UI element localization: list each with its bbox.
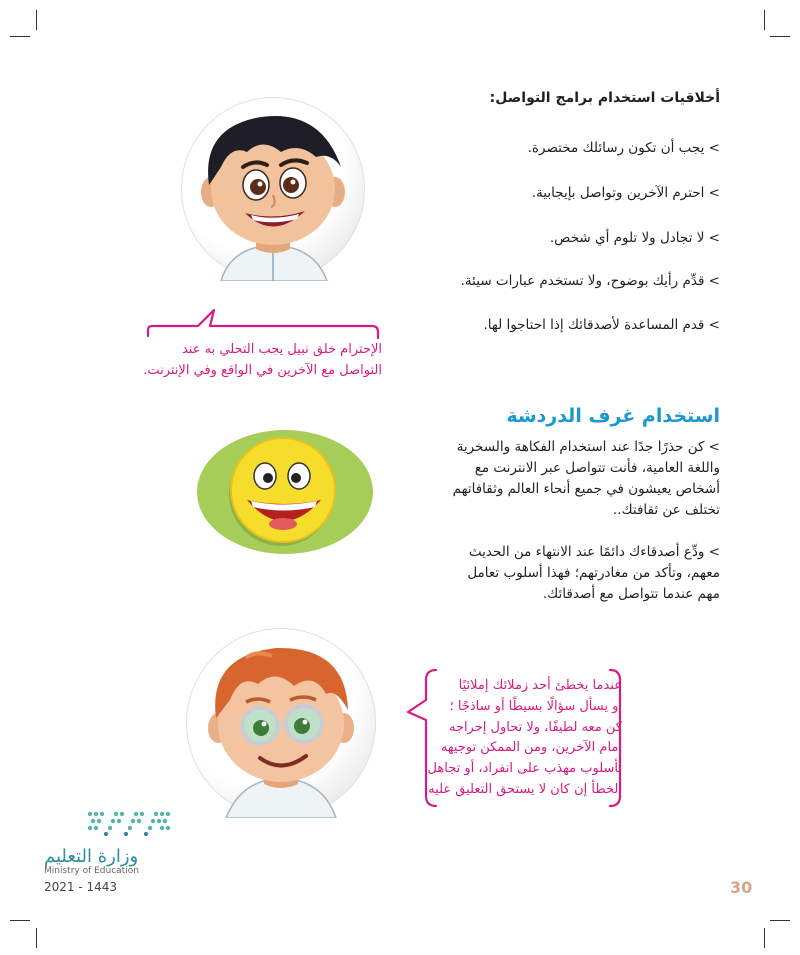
crop-mark — [36, 10, 37, 30]
bubble-line: عندما يخطئ أحد زملائك إملائيًا — [458, 678, 622, 693]
paragraph-line: > ودِّع أصدقاءك دائمًا عند الانتهاء من الحديث — [468, 544, 720, 560]
bubble-text-respect — [142, 340, 382, 382]
paragraph-humor-caution — [375, 437, 720, 521]
laughing-smiley-icon — [195, 428, 375, 556]
bubble-text-kindness — [422, 676, 622, 801]
ministry-name-english: Ministry of Education — [44, 866, 139, 876]
bubble-line: أو يسأل سؤالًا بسيطًا أو ساذجًا ؛ — [449, 698, 622, 714]
bubble-line: بأسلوب مهذب على انفراد، أو تجاهل — [427, 761, 622, 777]
paragraph-line: مهم عندما تتواصل مع أصدقائك. — [542, 585, 720, 602]
bubble-line: الإحترام خلق نبيل يجب التحلي به عند — [182, 342, 382, 357]
rule-item: > يجب أن تكون رسائلك مختصرة. — [527, 140, 720, 156]
section-heading-chat-rooms: استخدام غرف الدردشة — [506, 405, 720, 427]
crop-mark — [770, 36, 790, 37]
crop-mark — [764, 928, 765, 948]
rule-item: > لا تجادل ولا تلوم أي شخص. — [549, 230, 720, 246]
bubble-line: التواصل مع الآخرين في الواقع وفي الإنترنت. — [143, 362, 382, 378]
paragraph-line: معهم، وتأكد من مغادرتهم؛ فهذا أسلوب تعامل — [467, 564, 720, 581]
rule-item: > قدم المساعدة لأصدقائك إذا احتاجوا لها. — [483, 317, 720, 333]
crop-mark — [36, 928, 37, 948]
crop-mark — [770, 920, 790, 921]
paragraph-line: > كن حذرًا جدًا عند استخدام الفكاهة والسخرية — [456, 439, 720, 455]
bubble-line: الخطأ إن كان لا يستحق التعليق عليه. — [424, 781, 622, 797]
bubble-line: أمام الآخرين، ومن الممكن توجيهه — [440, 740, 622, 756]
boy-glasses-avatar — [186, 628, 376, 818]
boy-glasses-icon — [186, 628, 376, 818]
section-title-ethics: أخلاقيات استخدام برامج التواصل: — [489, 90, 720, 106]
paragraph-line: أشخاص يعيشون في جميع أنحاء العالم وثقافاتهم — [452, 480, 720, 497]
crop-mark — [10, 920, 30, 921]
boy-dark-hair-avatar — [181, 97, 365, 281]
year-label: 2021 - 1443 — [44, 880, 118, 894]
boy-dark-hair-icon — [181, 97, 365, 281]
page-number: 30 — [730, 878, 753, 897]
paragraph-farewell — [375, 542, 720, 605]
rule-item: > احترم الآخرين وتواصل بإيجابية. — [531, 185, 720, 201]
ministry-dots-logo-icon — [86, 808, 176, 838]
ministry-name-arabic: وزارة التعليم — [44, 846, 139, 867]
bubble-line: كن معه لطيفًا، ولا تحاول إحراجه — [448, 719, 622, 735]
crop-mark — [764, 10, 765, 30]
crop-mark — [10, 36, 30, 37]
paragraph-line: واللغة العامية، فأنت تتواصل عبر الانترنت مع — [474, 459, 720, 476]
paragraph-line: تختلف عن ثقافتك.. — [612, 501, 720, 518]
rule-item: > قدِّم رأيك بوضوح، ولا تستخدم عبارات سيئة. — [460, 273, 720, 289]
